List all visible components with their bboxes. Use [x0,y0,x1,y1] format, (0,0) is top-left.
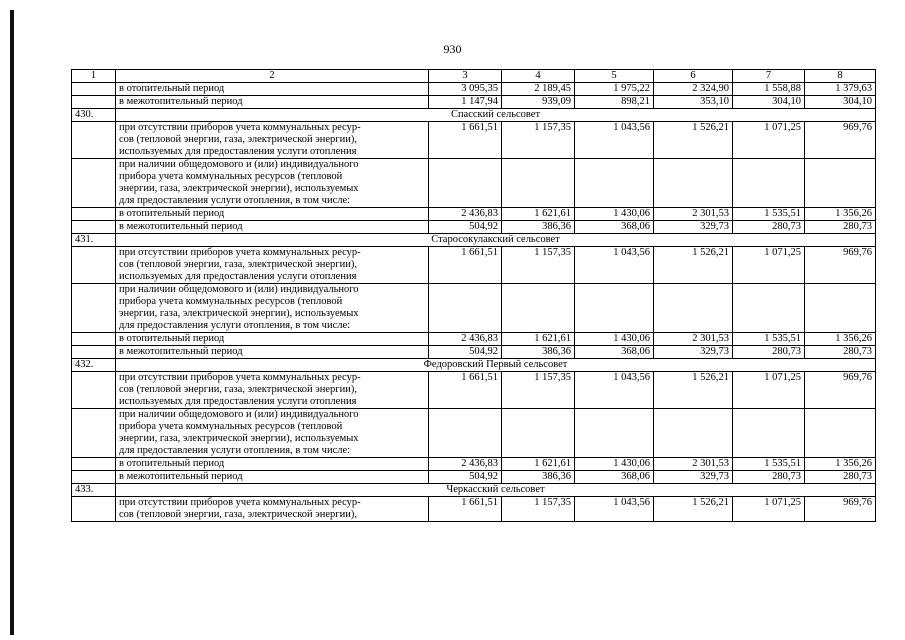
value-cell [502,159,575,208]
row-label: в отопительный период [116,83,429,96]
section-row [72,484,876,497]
section-row [72,109,876,122]
value-cell [733,159,805,208]
value-cell: 329,73 [654,471,733,484]
row-index-cell [72,471,116,484]
column-header: 5 [575,70,654,83]
value-cell [733,409,805,458]
value-cell: 1 535,51 [733,458,805,471]
value-cell: 969,76 [805,497,876,522]
value-cell [654,159,733,208]
column-number-row [72,70,876,83]
value-cell: 1 157,35 [502,497,575,522]
value-cell: 1 071,25 [733,247,805,284]
row-label: в отопительный период [116,333,429,346]
section-index: 432. [72,359,116,372]
value-cell: 368,06 [575,346,654,359]
row-index-cell [72,208,116,221]
value-cell [575,159,654,208]
row-label: в отопительный период [116,208,429,221]
section-title: Черкасский сельсовет [116,484,876,497]
value-cell: 898,21 [575,96,654,109]
table-row [72,458,876,471]
table-row [72,372,876,409]
value-cell: 386,36 [502,346,575,359]
value-cell: 1 157,35 [502,372,575,409]
table-row [72,159,876,208]
table-row [72,346,876,359]
column-header: 8 [805,70,876,83]
value-cell: 304,10 [805,96,876,109]
value-cell: 969,76 [805,372,876,409]
value-cell: 1 430,06 [575,333,654,346]
value-cell: 1 356,26 [805,208,876,221]
value-cell: 2 324,90 [654,83,733,96]
row-label: в межотопительный период [116,96,429,109]
row-label: при отсутствии приборов учета коммунальных ресур- сов (тепловой энергии, газа, электрической энергии), [116,497,429,522]
value-cell: 1 526,21 [654,122,733,159]
row-label: при наличии общедомового и (или) индивидуального прибора учета коммунальных ресурсов (тепловой энергии, газа, электрической энергии), используемых для предоставления услуги отопления, в том числе: [116,409,429,458]
value-cell [654,409,733,458]
value-cell: 504,92 [429,471,502,484]
value-cell: 2 436,83 [429,208,502,221]
value-cell: 280,73 [805,471,876,484]
table-row [72,221,876,234]
value-cell: 969,76 [805,247,876,284]
value-cell: 1 558,88 [733,83,805,96]
value-cell: 939,09 [502,96,575,109]
value-cell: 1 071,25 [733,122,805,159]
value-cell: 1 430,06 [575,458,654,471]
value-cell: 2 436,83 [429,458,502,471]
value-cell [805,284,876,333]
value-cell: 1 535,51 [733,208,805,221]
section-title: Федоровский Первый сельсовет [116,359,876,372]
table-row [72,247,876,284]
value-cell [575,284,654,333]
row-index-cell [72,409,116,458]
row-index-cell [72,333,116,346]
section-row [72,234,876,247]
row-index-cell [72,372,116,409]
value-cell [575,409,654,458]
value-cell [429,159,502,208]
value-cell: 1 661,51 [429,247,502,284]
value-cell: 1 356,26 [805,458,876,471]
value-cell [654,284,733,333]
row-index-cell [72,159,116,208]
section-index: 433. [72,484,116,497]
value-cell: 1 621,61 [502,208,575,221]
table-body [72,83,876,522]
value-cell [429,409,502,458]
section-title: Старосокулакский сельсовет [116,234,876,247]
value-cell: 1 071,25 [733,372,805,409]
section-index: 430. [72,109,116,122]
value-cell: 280,73 [805,221,876,234]
row-index-cell [72,221,116,234]
value-cell: 1 526,21 [654,497,733,522]
value-cell: 304,10 [733,96,805,109]
row-index-cell [72,247,116,284]
value-cell: 1 379,63 [805,83,876,96]
value-cell: 969,76 [805,122,876,159]
value-cell [805,409,876,458]
table-row [72,471,876,484]
row-label: при отсутствии приборов учета коммунальных ресур- сов (тепловой энергии, газа, электрической энергии), используемых для предоставления услуги отопления [116,122,429,159]
row-index-cell [72,122,116,159]
table-row [72,122,876,159]
value-cell: 2 301,53 [654,458,733,471]
value-cell: 504,92 [429,221,502,234]
value-cell: 1 526,21 [654,247,733,284]
value-cell: 2 301,53 [654,208,733,221]
row-label: при наличии общедомового и (или) индивидуального прибора учета коммунальных ресурсов (тепловой энергии, газа, электрической энергии), используемых для предоставления услуги отопления, в том числе: [116,159,429,208]
row-label: в межотопительный период [116,221,429,234]
value-cell: 280,73 [733,471,805,484]
value-cell: 1 621,61 [502,458,575,471]
value-cell: 329,73 [654,221,733,234]
value-cell [429,284,502,333]
value-cell: 329,73 [654,346,733,359]
value-cell: 1 157,35 [502,122,575,159]
value-cell: 1 043,56 [575,122,654,159]
row-index-cell [72,284,116,333]
value-cell: 368,06 [575,471,654,484]
value-cell: 386,36 [502,471,575,484]
column-header: 1 [72,70,116,83]
value-cell: 1 043,56 [575,372,654,409]
value-cell: 1 356,26 [805,333,876,346]
left-margin-line [10,10,14,635]
row-index-cell [72,96,116,109]
value-cell: 1 043,56 [575,497,654,522]
value-cell: 386,36 [502,221,575,234]
value-cell: 353,10 [654,96,733,109]
value-cell [502,409,575,458]
value-cell: 1 526,21 [654,372,733,409]
value-cell: 1 071,25 [733,497,805,522]
value-cell: 1 661,51 [429,122,502,159]
value-cell: 1 661,51 [429,497,502,522]
row-label: в межотопительный период [116,471,429,484]
column-header: 6 [654,70,733,83]
row-index-cell [72,458,116,471]
value-cell: 368,06 [575,221,654,234]
row-label: при отсутствии приборов учета коммунальных ресур- сов (тепловой энергии, газа, электрической энергии), используемых для предоставления услуги отопления [116,372,429,409]
value-cell [502,284,575,333]
value-cell: 1 430,06 [575,208,654,221]
column-header: 2 [116,70,429,83]
value-cell [805,159,876,208]
value-cell: 2 301,53 [654,333,733,346]
row-label: при отсутствии приборов учета коммунальных ресур- сов (тепловой энергии, газа, электрической энергии), используемых для предоставления услуги отопления [116,247,429,284]
tariff-table [71,69,876,522]
section-title: Спасский сельсовет [116,109,876,122]
section-index: 431. [72,234,116,247]
value-cell: 1 043,56 [575,247,654,284]
value-cell: 1 661,51 [429,372,502,409]
column-header: 7 [733,70,805,83]
value-cell: 280,73 [733,346,805,359]
column-header: 3 [429,70,502,83]
value-cell: 1 157,35 [502,247,575,284]
page-number: 930 [443,42,462,56]
row-label: в межотопительный период [116,346,429,359]
value-cell [733,284,805,333]
value-cell: 504,92 [429,346,502,359]
row-index-cell [72,497,116,522]
table-row [72,96,876,109]
row-index-cell [72,346,116,359]
table-row [72,83,876,96]
value-cell: 3 095,35 [429,83,502,96]
table-row [72,333,876,346]
row-label: при наличии общедомового и (или) индивидуального прибора учета коммунальных ресурсов (тепловой энергии, газа, электрической энергии), используемых для предоставления услуги отопления, в том числе: [116,284,429,333]
value-cell: 280,73 [733,221,805,234]
value-cell: 280,73 [805,346,876,359]
section-row [72,359,876,372]
row-index-cell [72,83,116,96]
table-row [72,497,876,522]
value-cell: 1 975,22 [575,83,654,96]
row-label: в отопительный период [116,458,429,471]
value-cell: 2 436,83 [429,333,502,346]
table-row [72,284,876,333]
value-cell: 1 147,94 [429,96,502,109]
value-cell: 1 621,61 [502,333,575,346]
value-cell: 2 189,45 [502,83,575,96]
column-header: 4 [502,70,575,83]
value-cell: 1 535,51 [733,333,805,346]
table-row [72,409,876,458]
table-row [72,208,876,221]
